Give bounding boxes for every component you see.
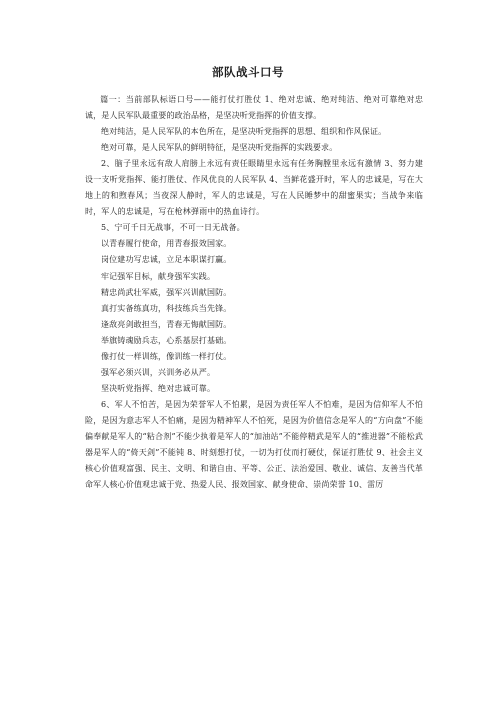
paragraph-13: 像打仗一样训练，像训练一样打仗。 bbox=[101, 351, 232, 361]
paragraph-1: 篇一：当前部队标语口号——能打仗打胜仗 1、绝对忠诚、绝对纯洁、绝对可靠绝对忠诚，是人民军队最重要的政治品格，是坚决听党指挥的价值支撑。 bbox=[85, 95, 423, 121]
paragraph-10: 真打实备练真功，科技练兵当先锋。 bbox=[101, 303, 232, 313]
paragraph-9: 精忠尚武壮军威，强军兴训献国防。 bbox=[101, 287, 232, 297]
paragraph-16: 6、军人不怕苦，是因为荣誉军人不怕累，是因为责任军人不怕难，是因为信仰军人不怕险，是因为意志军人不怕痛，是因为精神军人不怕死，是因为价值信念是军人的“方向盘”不能偏奉献是军人的“粘合剂”不能少执着是军人的“加油站”不能停精武是军人的“推进器”不能松武器是军人的“倚天剑”不能钝 8、时刻想打仗，一切为打仗而打硬仗，保证打胜仗 9、社会主义核心价值观富强、民主、文明、和谐自由、平等、公正、法治爱国、敬业、诚信、友善当代革命军人核心价值观忠诚于党、热爱人民、报效国家、献身使命、崇尚荣誉 10、雷厉 bbox=[85, 399, 423, 490]
paragraph-8: 牢记强军目标，献身强军实践。 bbox=[101, 271, 216, 281]
paragraph-2: 绝对纯洁，是人民军队的本色所在，是坚决听党指挥的思想、组织和作风保证。 bbox=[101, 127, 387, 137]
document-title: 部队战斗口号 bbox=[212, 65, 284, 79]
paragraph-7: 岗位建功写忠诚，立足本职谋打赢。 bbox=[101, 255, 232, 265]
document-body bbox=[85, 92, 423, 493]
paragraph-11: 逢敌亮剑敢担当，青春无悔献国防。 bbox=[101, 319, 232, 329]
paragraph-14: 强军必须兴训，兴训务必从严。 bbox=[101, 367, 216, 377]
paragraph-6: 以青春履行使命，用青春报效国家。 bbox=[101, 239, 232, 249]
paragraph-3: 绝对可靠，是人民军队的鲜明特征，是坚决听党指挥的实践要求。 bbox=[101, 143, 338, 153]
paragraph-12: 举旗铸魂励兵志，心系基层打基础。 bbox=[101, 335, 232, 345]
paragraph-4: 2、脑子里永远有敌人肩膀上永远有责任眼睛里永远有任务胸膛里永远有激情 3、努力建设一支听党指挥、能打胜仗、作风优良的人民军队 4、当鲜花盛开时，军人的忠诚是，写在大地上的和煦春风；当夜深人静时，军人的忠诚是，写在人民睡梦中的甜蜜果实；当战争来临时，军人的忠诚是，写在枪林弹雨中的热血诗行。 bbox=[85, 159, 423, 217]
paragraph-5: 5、宁可千日无战事，不可一日无战备。 bbox=[101, 223, 245, 233]
paragraph-15: 坚决听党指挥、绝对忠诚可靠。 bbox=[101, 383, 216, 393]
